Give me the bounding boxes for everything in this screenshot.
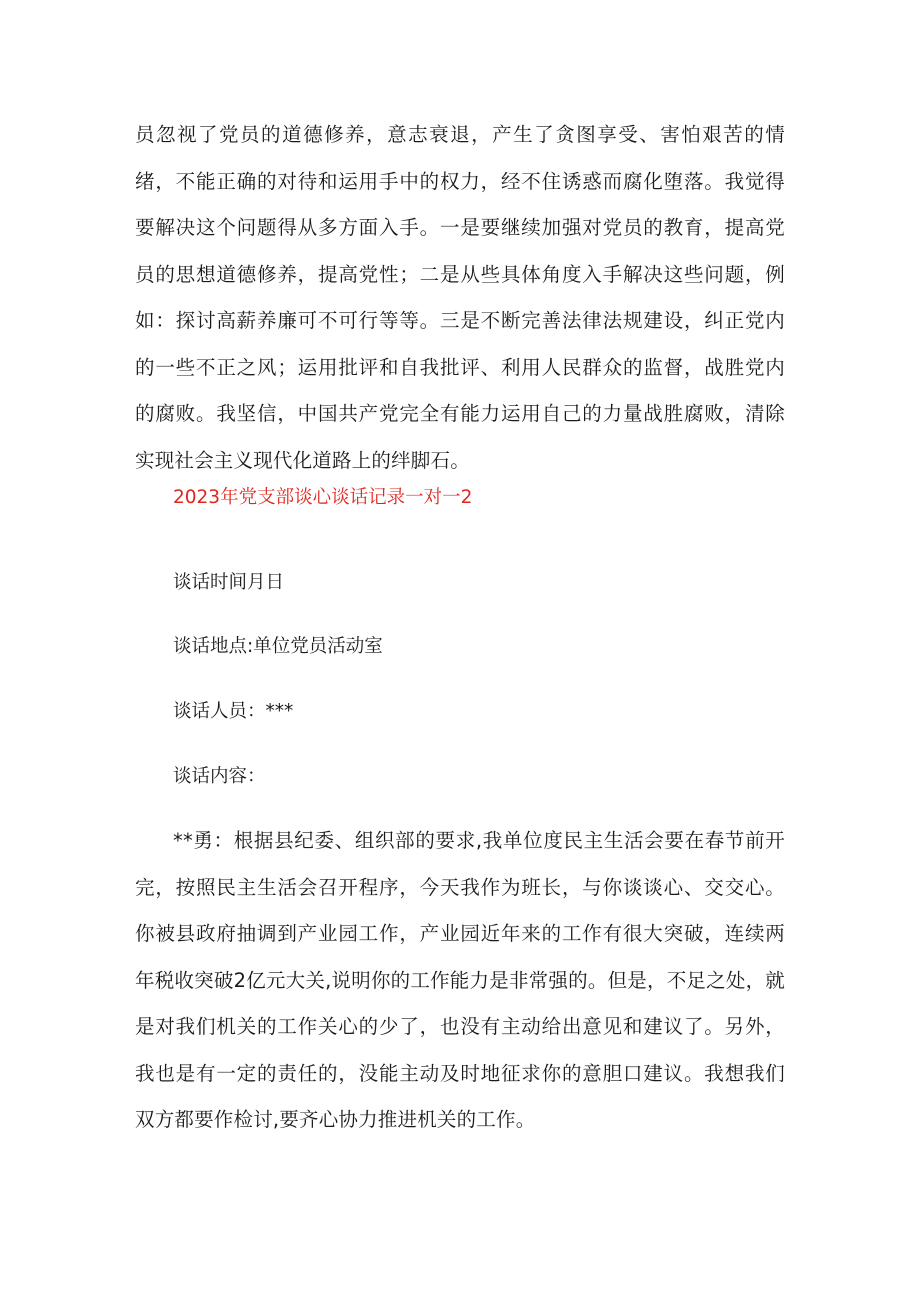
meeting-people: 谈话人员：*** — [173, 701, 294, 722]
meeting-place: 谈话地点:单位党员活动室 — [173, 636, 383, 657]
intro-paragraph: 员忽视了党员的道德修养，意志衰退，产生了贪图享受、害怕艰苦的情绪，不能正确的对待和运用手中的权力，经不住诱惑而腐化堕落。我觉得要解决这个问题得从多方面入手。一是要继续加强对党员的教育，提高党员的思想道德修养，提高党性；二是从些具体角度入手解决这些问题，例如：探讨高薪养廉可不可行等等。三是不断完善法律法规建设，纠正党内的一些不正之风；运用批评和自我批评、利用人民群众的监督，战胜党内的腐败。我坚信，中国共产党完全有能力运用自己的力量战胜腐败，清除实现社会主义现代化道路上的绊脚石。 — [135, 123, 785, 472]
dialog-paragraph: **勇：根据县纪委、组织部的要求,我单位度民主生活会要在春节前开完，按照民主生活会召开程序，今天我作为班长，与你谈谈心、交交心。你被县政府抽调到产业园工作，产业园近年来的工作有很大突破，连续两年税收突破2亿元大关,说明你的工作能力是非常强的。但是，不足之处，就是对我们机关的工作关心的少了，也没有主动给出意见和建议了。另外，我也是有一定的责任的，没能主动及时地征求你的意胆口建议。我想我们双方都要作检讨,要齐心协力推进机关的工作。 — [135, 829, 785, 1131]
meeting-time: 谈话时间月日 — [173, 572, 285, 593]
meeting-content-label: 谈话内容： — [173, 766, 266, 787]
section-heading: 2023年党支部谈心谈话记录一对一2 — [173, 487, 473, 508]
